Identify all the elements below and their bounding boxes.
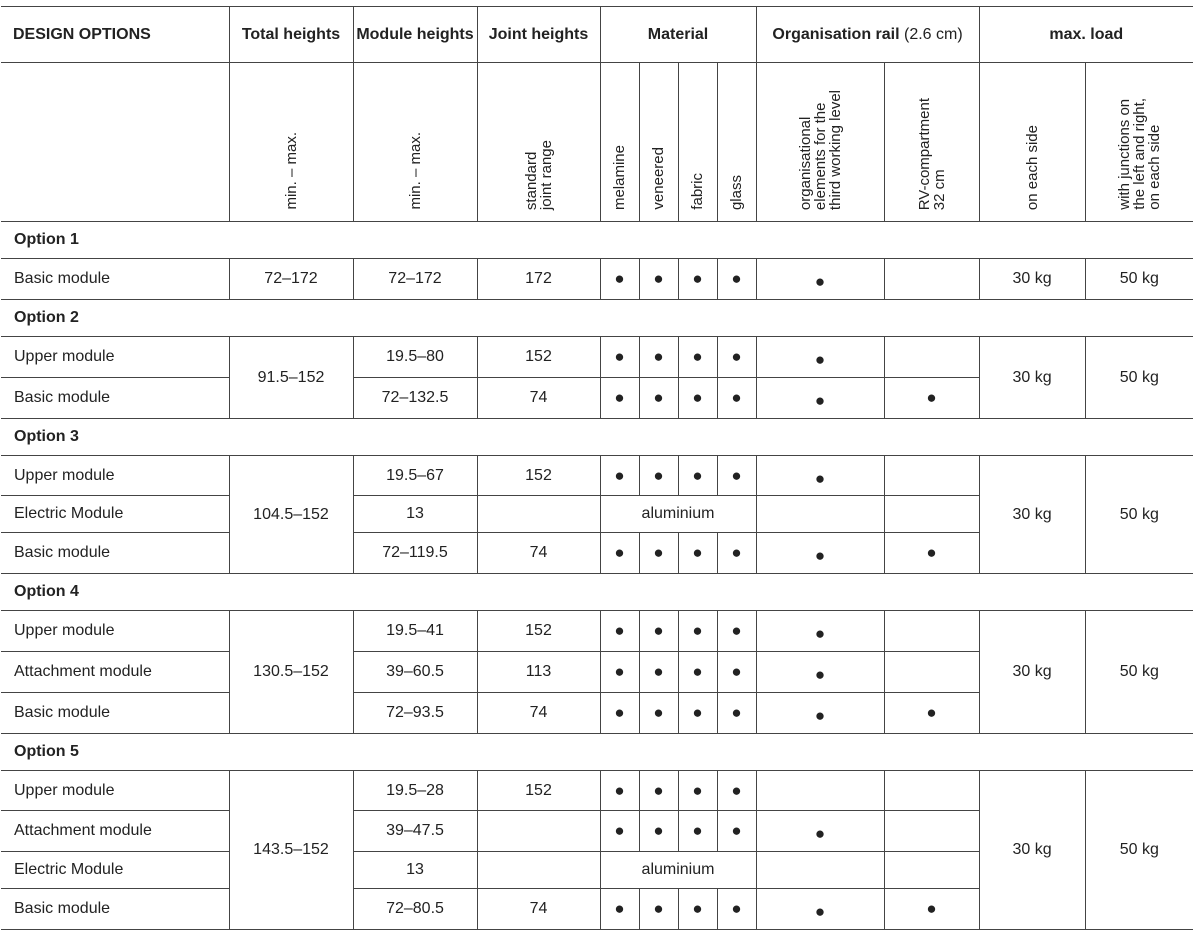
bullet-dot: ● xyxy=(614,543,625,562)
option-title-row xyxy=(1,419,1193,456)
load-each-side-value: 30 kg xyxy=(979,771,1085,930)
module-height-value: 72–80.5 xyxy=(353,889,477,930)
on-each-side-cell xyxy=(979,63,1085,222)
bullet-dot: ● xyxy=(926,899,937,918)
veneered-mark xyxy=(639,693,678,734)
glass-mark xyxy=(717,378,756,419)
bullet-dot: ● xyxy=(653,388,664,407)
load-junctions-value: 50 kg xyxy=(1085,611,1193,734)
glass-label: glass xyxy=(728,174,746,210)
module-height-value: 19.5–80 xyxy=(353,337,477,378)
bullet-dot: ● xyxy=(731,543,742,562)
option-title-row xyxy=(1,300,1193,337)
module-name: Upper module xyxy=(1,611,229,652)
load-each-side-value: 30 kg xyxy=(979,456,1085,574)
option-title: Option 1 xyxy=(1,222,1193,259)
bullet-dot: ● xyxy=(614,269,625,288)
module-height-value: 13 xyxy=(353,852,477,889)
load-junctions-value: 50 kg xyxy=(1085,456,1193,574)
with-junctions-cell xyxy=(1085,63,1193,222)
bullet-dot: ● xyxy=(692,780,703,800)
option-title: Option 3 xyxy=(1,419,1193,456)
bullet-dot: ● xyxy=(653,821,664,840)
fabric-cell xyxy=(678,63,717,222)
module-name: Upper module xyxy=(1,337,229,378)
module-heights-header: Module heights xyxy=(353,7,477,63)
org-elements-mark xyxy=(756,496,884,533)
load-junctions-value: 50 kg xyxy=(1085,771,1193,930)
total-height-value: 72–172 xyxy=(229,259,353,300)
total-range-cell xyxy=(229,63,353,222)
veneered-mark xyxy=(639,611,678,652)
rv-compartment-mark xyxy=(884,771,979,811)
bullet-dot: ● xyxy=(692,269,703,288)
organisation-rail-size: (2.6 cm) xyxy=(904,25,963,43)
bullet-dot: ● xyxy=(692,543,703,562)
melamine-mark xyxy=(600,337,639,378)
material-text: aluminium xyxy=(600,496,756,533)
bullet-dot: ● xyxy=(814,272,826,291)
joint-height-value: 152 xyxy=(477,771,600,811)
module-height-value: 19.5–28 xyxy=(353,771,477,811)
joint-height-value: 152 xyxy=(477,337,600,378)
option-title: Option 2 xyxy=(1,300,1193,337)
rv-compartment-mark xyxy=(884,496,979,533)
org-elements-mark xyxy=(756,259,884,300)
melamine-mark xyxy=(600,652,639,693)
total-height-value: 104.5–152 xyxy=(229,456,353,574)
joint-range-cell xyxy=(477,63,600,222)
bullet-dot: ● xyxy=(692,899,703,918)
table-row xyxy=(1,259,1193,300)
glass-mark xyxy=(717,811,756,852)
glass-mark xyxy=(717,652,756,693)
joint-height-value: 74 xyxy=(477,533,600,574)
glass-mark xyxy=(717,771,756,811)
fabric-mark xyxy=(678,378,717,419)
option-title: Option 5 xyxy=(1,734,1193,771)
fabric-mark xyxy=(678,259,717,300)
bullet-dot: ● xyxy=(614,347,625,366)
melamine-mark xyxy=(600,456,639,496)
fabric-mark xyxy=(678,652,717,693)
veneered-mark xyxy=(639,378,678,419)
org-elements-mark xyxy=(756,771,884,811)
bullet-dot: ● xyxy=(731,780,742,800)
bullet-dot: ● xyxy=(653,899,664,918)
bullet-dot: ● xyxy=(653,347,664,366)
melamine-mark xyxy=(600,533,639,574)
bullet-dot: ● xyxy=(653,465,664,485)
module-height-value: 72–172 xyxy=(353,259,477,300)
rv-compartment-label: RV-compartment 32 cm xyxy=(915,97,948,210)
bullet-dot: ● xyxy=(814,624,826,643)
bullet-dot: ● xyxy=(731,662,742,681)
bullet-dot: ● xyxy=(926,703,937,722)
table-body xyxy=(1,222,1193,930)
fabric-mark xyxy=(678,771,717,811)
bullet-dot: ● xyxy=(814,546,826,565)
fabric-mark xyxy=(678,693,717,734)
bullet-dot: ● xyxy=(692,621,703,640)
bullet-dot: ● xyxy=(814,824,826,843)
on-each-side-label: on each side xyxy=(1023,124,1041,210)
glass-mark xyxy=(717,889,756,930)
module-name: Upper module xyxy=(1,456,229,496)
material-text: aluminium xyxy=(600,852,756,889)
org-elements-cell xyxy=(756,63,884,222)
bullet-dot: ● xyxy=(731,269,742,288)
table-row xyxy=(1,456,1193,496)
subheader-row xyxy=(1,63,1193,222)
org-elements-mark xyxy=(756,533,884,574)
joint-height-value: 113 xyxy=(477,652,600,693)
organisation-rail-label: Organisation rail xyxy=(772,25,900,43)
load-each-side-value: 30 kg xyxy=(979,337,1085,419)
bullet-dot: ● xyxy=(692,662,703,681)
bullet-dot: ● xyxy=(692,388,703,407)
veneered-label: veneered xyxy=(650,147,667,210)
bullet-dot: ● xyxy=(926,388,937,407)
fabric-mark xyxy=(678,889,717,930)
joint-heights-header: Joint heights xyxy=(477,7,600,63)
joint-height-value: 74 xyxy=(477,693,600,734)
rv-compartment-mark xyxy=(884,889,979,930)
module-name: Basic module xyxy=(1,378,229,419)
bullet-dot: ● xyxy=(814,350,826,369)
bullet-dot: ● xyxy=(926,543,937,562)
melamine-mark xyxy=(600,889,639,930)
module-height-value: 19.5–41 xyxy=(353,611,477,652)
bullet-dot: ● xyxy=(731,465,742,485)
glass-mark xyxy=(717,533,756,574)
joint-height-value: 74 xyxy=(477,378,600,419)
bullet-dot: ● xyxy=(614,780,625,800)
bullet-dot: ● xyxy=(614,388,625,407)
glass-cell xyxy=(717,63,756,222)
module-name: Electric Module xyxy=(1,496,229,533)
melamine-mark xyxy=(600,378,639,419)
veneered-mark xyxy=(639,889,678,930)
bullet-dot: ● xyxy=(692,347,703,366)
glass-mark xyxy=(717,693,756,734)
veneered-mark xyxy=(639,259,678,300)
fabric-mark xyxy=(678,811,717,852)
table-row xyxy=(1,337,1193,378)
module-name: Attachment module xyxy=(1,811,229,852)
material-header: Material xyxy=(600,7,756,63)
org-elements-mark xyxy=(756,693,884,734)
max-load-header: max. load xyxy=(979,7,1193,63)
with-junctions-label: with junctions on the left and right, on each side xyxy=(1115,98,1163,210)
bullet-dot: ● xyxy=(731,899,742,918)
melamine-label: melamine xyxy=(611,144,628,210)
rv-compartment-mark xyxy=(884,378,979,419)
joint-height-value xyxy=(477,852,600,889)
rv-compartment-mark xyxy=(884,456,979,496)
header-row xyxy=(1,7,1193,63)
joint-height-value xyxy=(477,496,600,533)
fabric-mark xyxy=(678,611,717,652)
bullet-dot: ● xyxy=(692,703,703,722)
module-height-value: 13 xyxy=(353,496,477,533)
glass-mark xyxy=(717,259,756,300)
fabric-label: fabric xyxy=(689,173,706,210)
total-height-value: 130.5–152 xyxy=(229,611,353,734)
rv-compartment-mark xyxy=(884,533,979,574)
total-heights-header: Total heights xyxy=(229,7,353,63)
bullet-dot: ● xyxy=(731,703,742,722)
joint-height-value: 152 xyxy=(477,611,600,652)
bullet-dot: ● xyxy=(653,269,664,288)
joint-height-value: 74 xyxy=(477,889,600,930)
org-elements-label: organisational elements for the third working level xyxy=(796,89,844,210)
veneered-mark xyxy=(639,456,678,496)
total-height-value: 143.5–152 xyxy=(229,771,353,930)
module-range-label: min. – max. xyxy=(406,132,424,210)
bullet-dot: ● xyxy=(614,662,625,681)
joint-height-value xyxy=(477,811,600,852)
module-name: Basic module xyxy=(1,259,229,300)
bullet-dot: ● xyxy=(614,899,625,918)
bullet-dot: ● xyxy=(614,465,625,485)
joint-range-label: standard joint range xyxy=(522,139,555,210)
bullet-dot: ● xyxy=(653,621,664,640)
organisation-rail-header xyxy=(756,7,979,63)
module-height-value: 39–60.5 xyxy=(353,652,477,693)
veneered-mark xyxy=(639,771,678,811)
bullet-dot: ● xyxy=(653,703,664,722)
rv-compartment-mark xyxy=(884,652,979,693)
subheader-empty-cell xyxy=(1,63,229,222)
module-height-value: 39–47.5 xyxy=(353,811,477,852)
org-elements-mark xyxy=(756,889,884,930)
org-elements-mark xyxy=(756,611,884,652)
bullet-dot: ● xyxy=(814,391,826,410)
org-elements-mark xyxy=(756,378,884,419)
melamine-mark xyxy=(600,811,639,852)
option-title-row xyxy=(1,574,1193,611)
bullet-dot: ● xyxy=(731,821,742,840)
load-junctions-value: 50 kg xyxy=(1085,259,1193,300)
bullet-dot: ● xyxy=(814,468,826,488)
option-title-row xyxy=(1,734,1193,771)
bullet-dot: ● xyxy=(692,821,703,840)
bullet-dot: ● xyxy=(814,706,826,725)
rv-compartment-mark xyxy=(884,811,979,852)
veneered-mark xyxy=(639,337,678,378)
module-name: Basic module xyxy=(1,889,229,930)
veneered-mark xyxy=(639,533,678,574)
rv-compartment-mark xyxy=(884,611,979,652)
module-height-value: 19.5–67 xyxy=(353,456,477,496)
bullet-dot: ● xyxy=(692,465,703,485)
module-height-value: 72–119.5 xyxy=(353,533,477,574)
bullet-dot: ● xyxy=(614,703,625,722)
option-title-row xyxy=(1,222,1193,259)
org-elements-mark xyxy=(756,652,884,693)
module-range-cell xyxy=(353,63,477,222)
melamine-mark xyxy=(600,259,639,300)
veneered-mark xyxy=(639,652,678,693)
org-elements-mark xyxy=(756,852,884,889)
melamine-cell xyxy=(600,63,639,222)
glass-mark xyxy=(717,456,756,496)
total-range-label: min. – max. xyxy=(282,132,300,210)
bullet-dot: ● xyxy=(653,780,664,800)
joint-height-value: 152 xyxy=(477,456,600,496)
design-options-table xyxy=(1,6,1193,930)
bullet-dot: ● xyxy=(731,388,742,407)
veneered-cell xyxy=(639,63,678,222)
bullet-dot: ● xyxy=(731,347,742,366)
design-options-header: DESIGN OPTIONS xyxy=(1,7,229,63)
module-height-value: 72–93.5 xyxy=(353,693,477,734)
fabric-mark xyxy=(678,533,717,574)
org-elements-mark xyxy=(756,337,884,378)
bullet-dot: ● xyxy=(653,662,664,681)
glass-mark xyxy=(717,611,756,652)
fabric-mark xyxy=(678,337,717,378)
load-junctions-value: 50 kg xyxy=(1085,337,1193,419)
table-row xyxy=(1,611,1193,652)
module-name: Upper module xyxy=(1,771,229,811)
module-name: Electric Module xyxy=(1,852,229,889)
org-elements-mark xyxy=(756,456,884,496)
bullet-dot: ● xyxy=(731,621,742,640)
load-each-side-value: 30 kg xyxy=(979,611,1085,734)
module-name: Attachment module xyxy=(1,652,229,693)
melamine-mark xyxy=(600,771,639,811)
org-elements-mark xyxy=(756,811,884,852)
glass-mark xyxy=(717,337,756,378)
melamine-mark xyxy=(600,611,639,652)
joint-height-value: 172 xyxy=(477,259,600,300)
total-height-value: 91.5–152 xyxy=(229,337,353,419)
rv-compartment-mark xyxy=(884,259,979,300)
table-row xyxy=(1,771,1193,811)
veneered-mark xyxy=(639,811,678,852)
rv-compartment-mark xyxy=(884,693,979,734)
module-name: Basic module xyxy=(1,693,229,734)
load-each-side-value: 30 kg xyxy=(979,259,1085,300)
rv-compartment-mark xyxy=(884,337,979,378)
bullet-dot: ● xyxy=(814,665,826,684)
bullet-dot: ● xyxy=(614,821,625,840)
option-title: Option 4 xyxy=(1,574,1193,611)
rv-compartment-mark xyxy=(884,852,979,889)
bullet-dot: ● xyxy=(614,621,625,640)
bullet-dot: ● xyxy=(653,543,664,562)
bullet-dot: ● xyxy=(814,902,826,921)
melamine-mark xyxy=(600,693,639,734)
fabric-mark xyxy=(678,456,717,496)
module-height-value: 72–132.5 xyxy=(353,378,477,419)
rv-compartment-cell xyxy=(884,63,979,222)
module-name: Basic module xyxy=(1,533,229,574)
